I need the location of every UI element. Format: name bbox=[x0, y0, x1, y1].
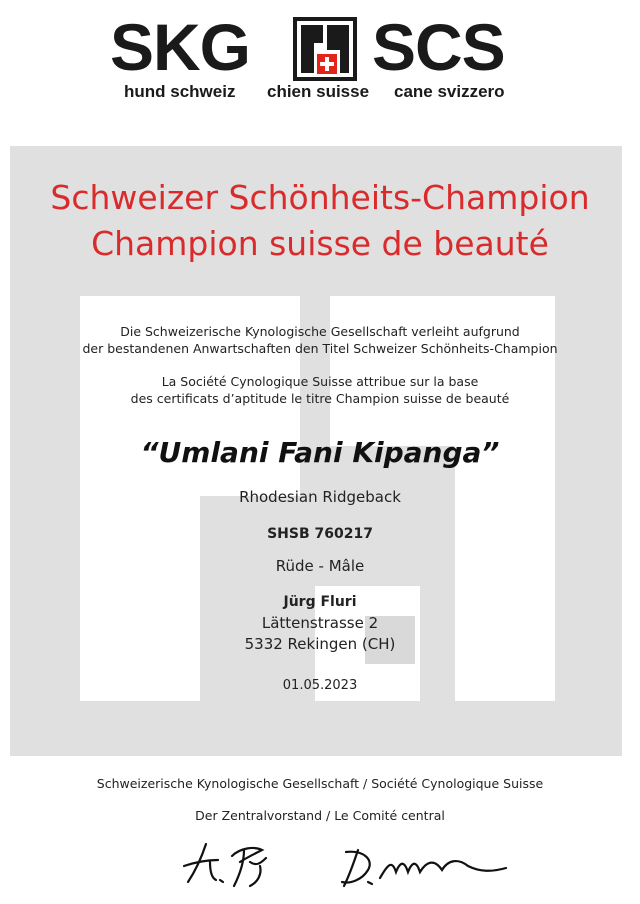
signature-left-icon bbox=[180, 836, 280, 894]
logo-tagline-de: hund schweiz bbox=[124, 82, 236, 101]
logo-tagline-fr: chien suisse bbox=[267, 82, 370, 101]
dog-name: “Umlani Fani Kipanga” bbox=[140, 436, 500, 469]
owner-name: Jürg Fluri bbox=[283, 594, 357, 610]
title-fr: Champion suisse de beauté bbox=[91, 224, 549, 263]
intro-fr-line1: La Société Cynologique Suisse attribue sur la base bbox=[161, 374, 479, 389]
dog-breed: Rhodesian Ridgeback bbox=[239, 488, 401, 506]
logo-tagline-it: cane svizzero bbox=[394, 82, 505, 101]
footer-board: Der Zentralvorstand / Le Comité central bbox=[195, 808, 445, 823]
logo-skg-text: SKG bbox=[110, 10, 251, 84]
intro-fr-line2: des certificats d’aptitude le titre Champion suisse de beauté bbox=[130, 391, 510, 406]
dog-sex: Rüde - Mâle bbox=[275, 557, 365, 575]
registry-number: SHSB 760217 bbox=[267, 526, 373, 542]
swiss-cross-emblem-icon bbox=[292, 16, 358, 82]
skg-scs-logo bbox=[110, 10, 530, 102]
signature-right-icon bbox=[340, 842, 510, 892]
award-date: 01.05.2023 bbox=[282, 678, 358, 693]
logo-scs-text: SCS bbox=[372, 10, 505, 84]
intro-de-line1: Die Schweizerische Kynologische Gesellschaft verleiht aufgrund bbox=[120, 324, 520, 339]
intro-de-line2: der bestandenen Anwartschaften den Titel Schweizer Schönheits-Champion bbox=[82, 341, 558, 356]
title-de: Schweizer Schönheits-Champion bbox=[50, 178, 590, 217]
owner-city: 5332 Rekingen (CH) bbox=[244, 635, 396, 653]
owner-street: Lättenstrasse 2 bbox=[261, 614, 379, 632]
footer-organization: Schweizerische Kynologische Gesellschaft / Société Cynologique Suisse bbox=[96, 776, 544, 791]
